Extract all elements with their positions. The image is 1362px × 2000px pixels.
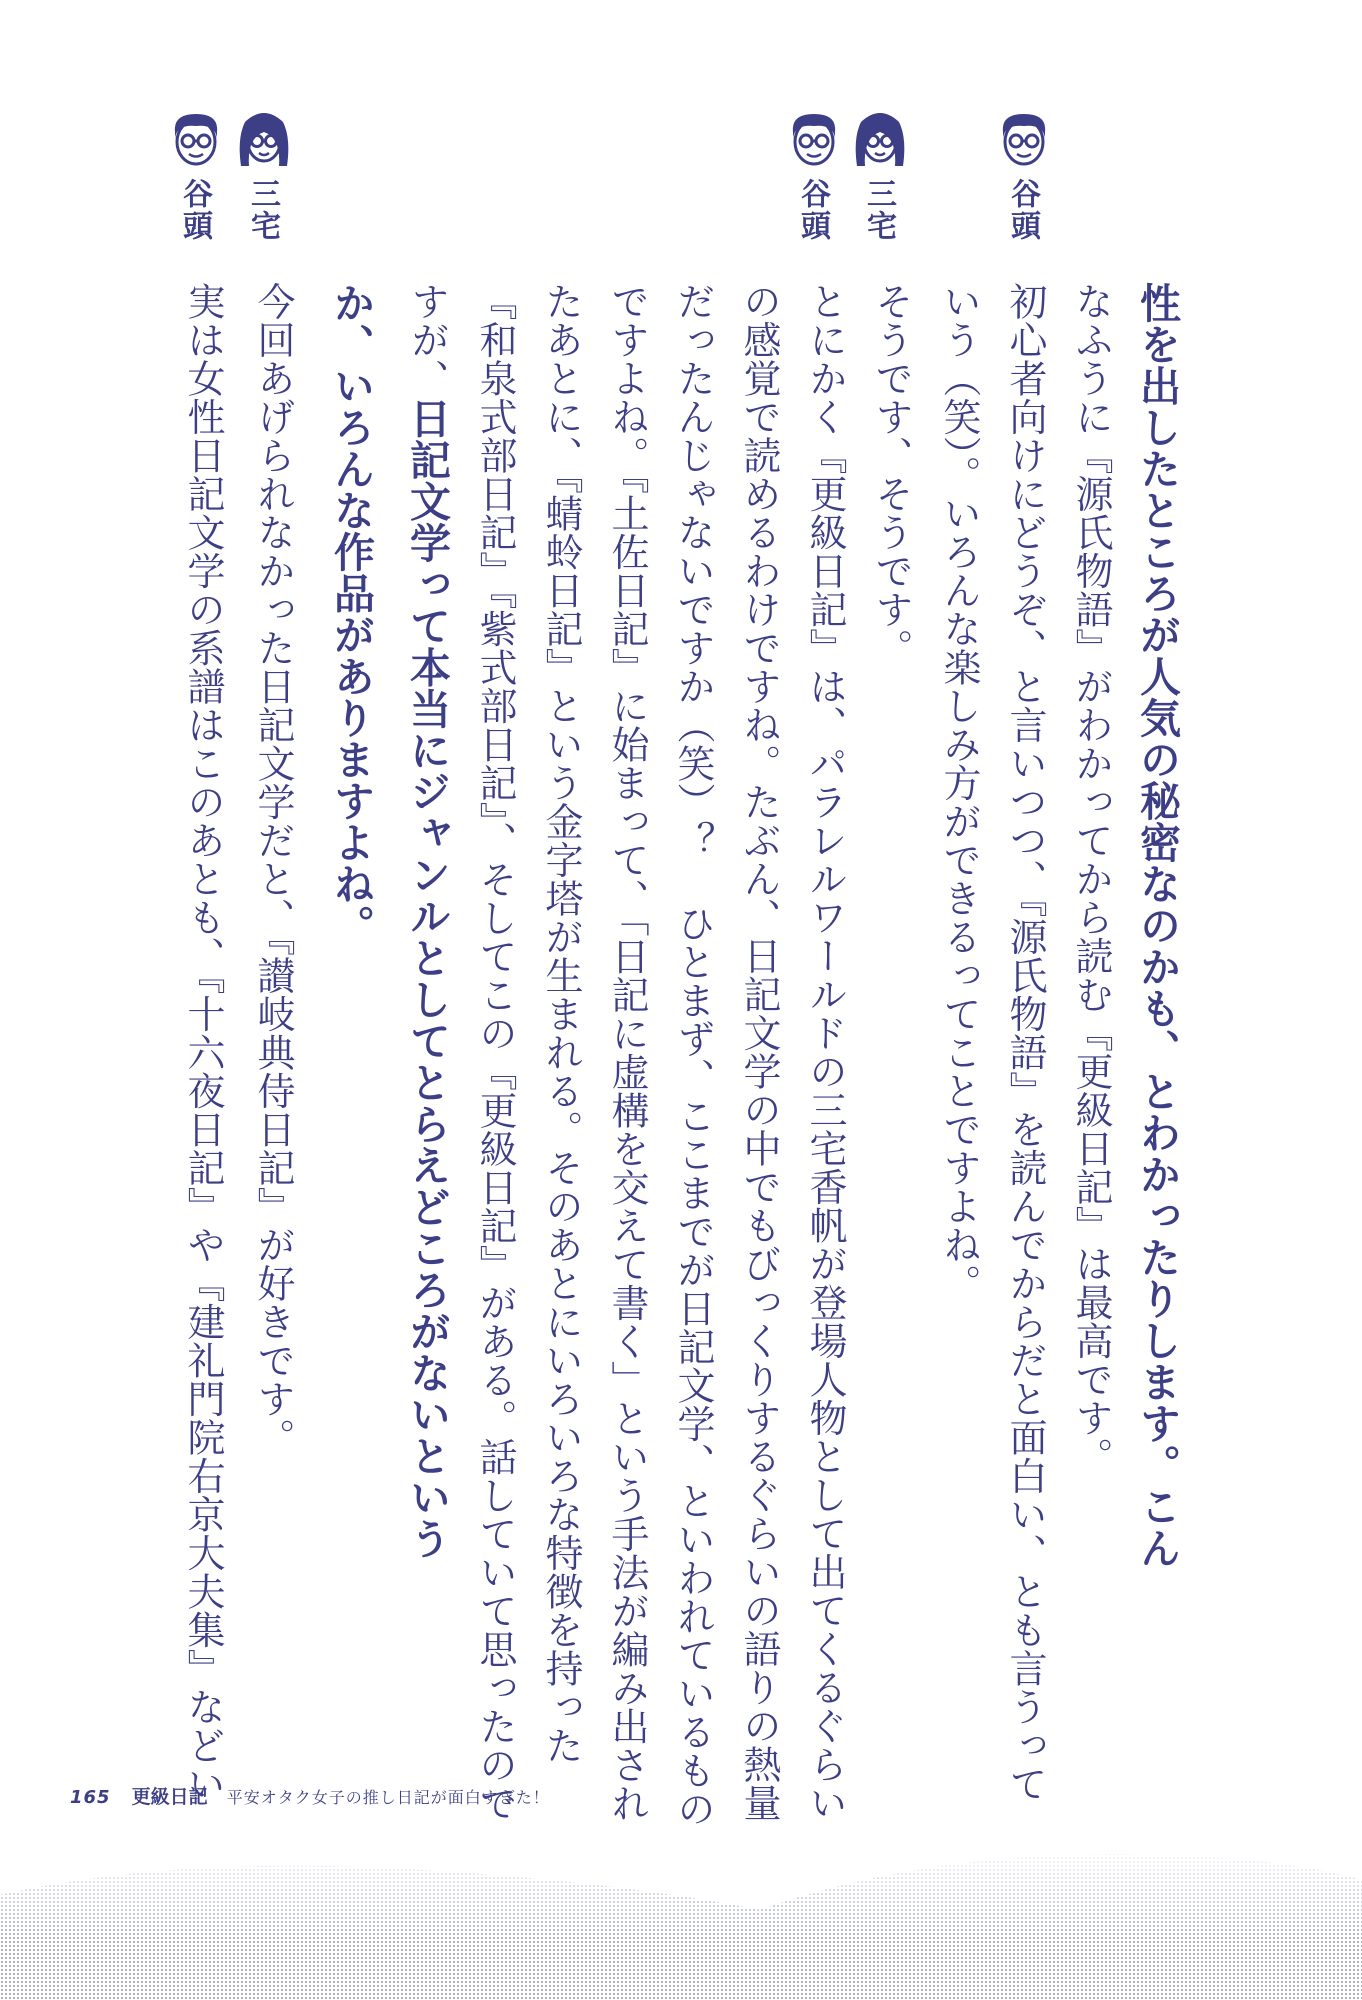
column-text: 今回あげられなかった日記文学だと、『讃岐典侍日記』が好きです。 bbox=[251, 282, 295, 1457]
woman-with-glasses-icon bbox=[851, 108, 909, 168]
text-column-9 bbox=[594, 282, 660, 1823]
column-text: そうです、そうです。 bbox=[869, 282, 913, 667]
speaker-name: 三宅 bbox=[245, 178, 280, 242]
decorative-wave bbox=[0, 1800, 1362, 2000]
speaker-tanigashira-3 bbox=[164, 108, 228, 248]
column-text: なふうに『源氏物語』がわかってから読む『更級日記』は最高です。 bbox=[1069, 282, 1113, 1476]
text-column-1 bbox=[1124, 282, 1190, 1702]
text-column-4 bbox=[926, 282, 992, 1702]
page-number: 165 bbox=[70, 1787, 111, 1808]
speaker-name: 谷頭 bbox=[177, 178, 212, 242]
column-text: 実は女性日記文学の系譜はこのあとも、『十六夜日記』や『建礼門院右京大夫集』などい bbox=[181, 282, 225, 1803]
column-text: か、いろんな作品がありますよね。 bbox=[327, 282, 375, 946]
speaker-name: 谷頭 bbox=[795, 178, 830, 242]
column-text: すが、 bbox=[405, 282, 449, 398]
speaker-name: 三宅 bbox=[861, 178, 896, 242]
column-text: 性を出したところが人気の秘密なのかも、とわかったりします。こん bbox=[1133, 282, 1181, 1569]
speaker-miyake-1 bbox=[848, 108, 912, 248]
text-column-2 bbox=[1058, 282, 1124, 1702]
man-with-glasses-icon bbox=[995, 108, 1053, 168]
speaker-tanigashira-1 bbox=[992, 108, 1056, 248]
text-column-10 bbox=[528, 282, 594, 1765]
man-with-glasses-icon bbox=[167, 108, 225, 168]
text-column-5 bbox=[858, 282, 924, 1702]
speaker-name: 谷頭 bbox=[1005, 178, 1040, 242]
column-text: たあとに、『蜻蛉日記』という金字塔が生まれる。そのあとにいろいろな特徴を持った bbox=[539, 282, 583, 1765]
column-text: 初心者向けにどうぞ、と言いつつ、『源氏物語』を読んでからだと面白い、とも言うって bbox=[1003, 282, 1047, 1803]
book-title: 更級日記 bbox=[131, 1786, 208, 1808]
column-text: だったんじゃないですか（笑）？ ひとまず、ここまでが日記文学、といわれているもの bbox=[671, 282, 715, 1828]
column-text: の感覚で読めるわけですね。たぶん、日記文学の中でもびっくりするぐらいの語りの熱量 bbox=[737, 282, 781, 1822]
text-column-13 bbox=[318, 282, 384, 1702]
man-with-glasses-icon bbox=[785, 108, 843, 168]
text-column-15 bbox=[170, 282, 236, 1803]
text-column-11 bbox=[462, 282, 528, 1823]
text-column-8 bbox=[660, 282, 726, 1828]
column-text: とにかく『更級日記』は、パラレルワールドの三宅香帆が登場人物として出てくるぐらい bbox=[803, 282, 847, 1822]
column-emphasis: 日記文学って本当にジャンルとしてとらえどころがないという bbox=[403, 397, 451, 1560]
text-column-6 bbox=[792, 282, 858, 1822]
text-column-12 bbox=[394, 282, 460, 1702]
book-subtitle: 平安オタク女子の推し日記が面白すぎた！ bbox=[226, 1788, 550, 1807]
text-column-3 bbox=[992, 282, 1058, 1803]
column-text: 『和泉式部日記』『紫式部日記』、そしてこの『更級日記』がある。話していて思ったので bbox=[473, 282, 517, 1823]
column-text: いう（笑）。いろんな楽しみ方ができるってことですよね。 bbox=[937, 282, 981, 1303]
text-column-14 bbox=[240, 282, 306, 1702]
speaker-miyake-3 bbox=[232, 108, 296, 248]
speaker-tanigashira-2 bbox=[782, 108, 846, 248]
text-column-7 bbox=[726, 282, 792, 1822]
column-text: ですよね。『土佐日記』に始まって、「日記に虚構を交えて書く」という手法が編み出され bbox=[605, 282, 649, 1823]
woman-with-glasses-icon bbox=[235, 108, 293, 168]
